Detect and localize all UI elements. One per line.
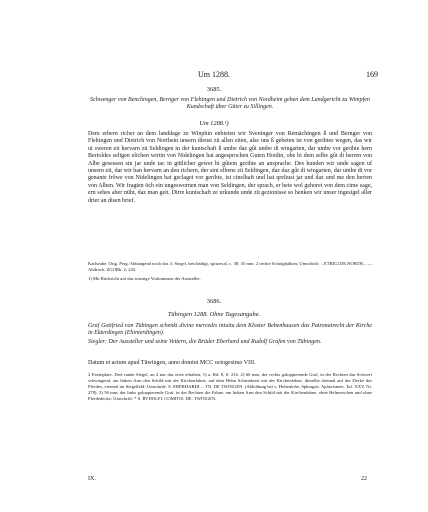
siegler-note: Siegler: Der Aussteller und seine Vettern, die Brüder Eberhard und Rudolf Grafen von Tübingen. bbox=[88, 339, 322, 345]
document-number: 3685. bbox=[206, 86, 222, 93]
apparatus-note: 2 Exemplare. Drei runde Siegel, an 2 nur das erste erhalten, 1) a. Bd. 8, S. 216. 2) 60 mm, der rechts galoppierende Graf, in der Rechten das Schwert schwingend, am linken Arm den Schild mit der Kirchenfahne, auf dem Helm Schirmbrett mit der Kirchenfahne, dieselbe dreimal auf der Decke des Pferdes, viermal im Siegelfeld; Umschrift: S. EBERHARDI ... TII. DE TWINGEN. (Abbildung bei v. Hohenlohe, Sphragist. Aphorismen, Taf. XXV, Nr. 278). 3) 56 mm, der links galoppierende Graf, in der Rechten die Fahne, am linken Arm den Schild mit der Kirchenfahne, ohne Helmzeichen und ohne Pferdedecke; Umschrift: * S. RVDOLFI. COMITIS. DE. TWINGEN. bbox=[88, 372, 372, 401]
document-summary: Schwenger von Benchingen, Bernger von Flehingen und Dietrich von Nordheim geben dem Landgericht zu Wimpfen Kundschaft über Güter zu Sillingen. bbox=[90, 97, 370, 111]
document-number: 3686. bbox=[206, 298, 222, 305]
place-date: Tübingen 1288. Ohne Tagesangabe. bbox=[167, 311, 261, 318]
document-summary: Graf Gottfried von Tübingen schenkt divine mercedis intuitu dem Kloster Bebenhausen das Patronatrecht der Kirche in Ekterdingen (Ehinterdingen). bbox=[88, 323, 372, 337]
page-number: 169 bbox=[366, 70, 378, 79]
sheet-mark: IX. bbox=[88, 476, 96, 482]
running-head: Um 1288. bbox=[198, 70, 230, 79]
footnote: 1) Mit Rücksicht auf das sonstige Vorkommen der Aussteller. bbox=[88, 276, 201, 281]
document-date: Um 1288.¹) bbox=[199, 120, 229, 127]
document-text: Dem erbern richer an dem landdage ze Winphin enbieten wir Sveninger von Remächingen ß und Bernger von Flehingen und Dietrich von Northein unsern dienst zü allen ziten, alse uns ß gebeten ist von gerihtes wegen, das wir ut sweren eit hervarn zü Seldingen in der kuntschaft ß umbe daz gût umbe di wingarten, dar umbe vor gerihte hern Bertoldes seligen elichen wirtin von Nidelingen hat angesprochen Guten Hoidin, obe bi dem selbe gût di herren von Albe gesessen sin jar unde tac in gütlicher gewer bi gûtem gerihte an ansprache. Des kunden wir unde sagen uf unsern eit, dar wir han hervarn an den richern, der sint elbene zü Seldingen, daz daz gût di wingarten, dar umbe di vor genante frôwe von Nidelingen hat geclaget vor gerihte, ist cinelhaft und hat qreliust jar und daz und me den herren von Alben. Wir fragten öch ein ungeswornen man von Seldingen, der sprach, er hete wol gehoret von dem cime sage, ern sehes aber nüht, daz man geit. Dirre kuntschaft ze urkunde unde zü gezionisse so henken wir unser ingesigel aller drier an disen brief. bbox=[88, 131, 372, 204]
dating-clause: Datum et actum apud Tüwingen, anno domini MCC octogesimo VIII. bbox=[88, 360, 256, 366]
archival-note: Karlsruhe. Orig. Perg. Abhangend noch das 3. Siegel, beschädigt, spitzoval, c. 38, 35 mm. 2 rechte Schrägbalken; Umschrift: ...ETRICI.DE.NORTH... — Abdruck: ZGORh. 2, 243. bbox=[88, 261, 372, 272]
signature-mark: 22 bbox=[361, 476, 367, 482]
